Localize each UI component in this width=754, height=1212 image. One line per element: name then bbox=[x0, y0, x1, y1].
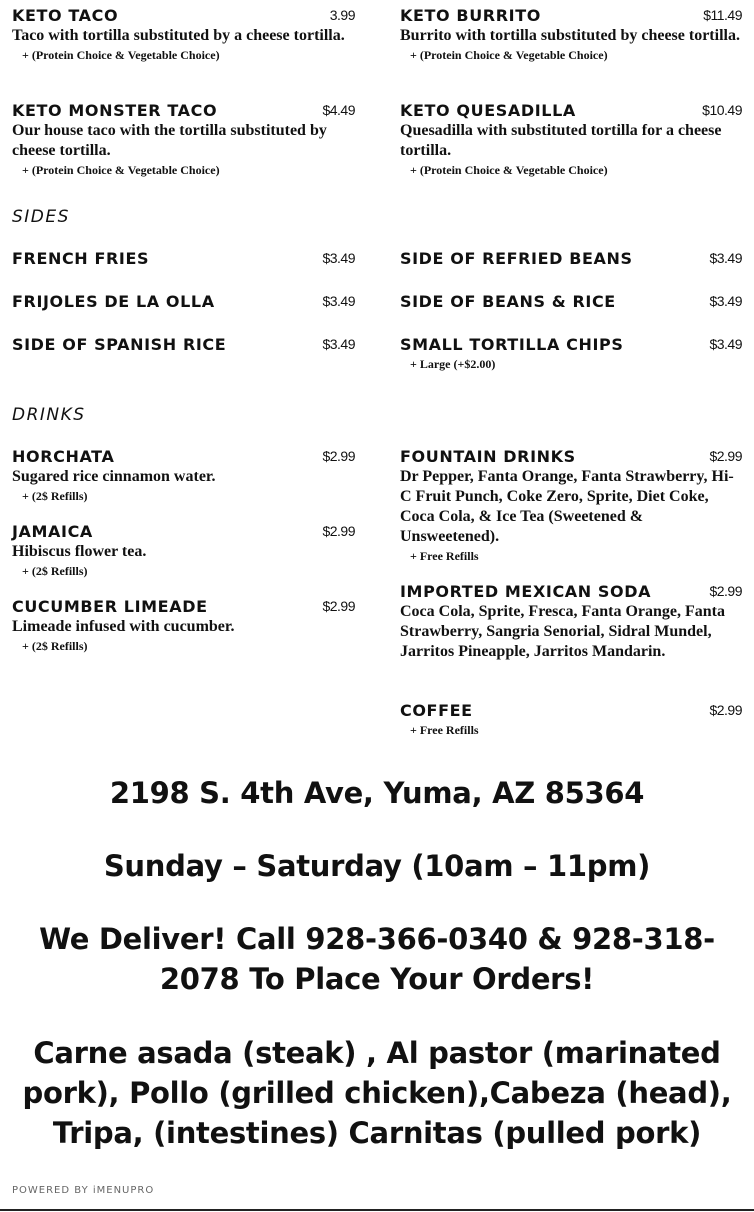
opening-hours: Sunday – Saturday (10am – 11pm) bbox=[103, 849, 651, 883]
menu-item-french-fries[interactable] bbox=[12, 249, 355, 269]
menu-item-side-spanish-rice[interactable] bbox=[12, 335, 355, 355]
item-name: JAMAICA bbox=[12, 522, 93, 541]
menu-item-cucumber-limeade[interactable] bbox=[12, 597, 355, 655]
item-name: KETO MONSTER TACO bbox=[12, 101, 218, 120]
item-name: HORCHATA bbox=[12, 447, 115, 466]
menu-item-side-beans-rice[interactable] bbox=[400, 292, 742, 312]
item-name: SIDE OF BEANS & RICE bbox=[400, 292, 616, 311]
item-name: SMALL TORTILLA CHIPS bbox=[400, 335, 624, 354]
item-option: + (Protein Choice & Vegetable Choice) bbox=[22, 48, 220, 62]
restaurant-address: 2198 S. 4th Ave, Yuma, AZ 85364 bbox=[109, 776, 645, 810]
meat-options: Carne asada (steak) , Al pastor (marinated pork), Pollo (grilled chicken),Cabeza (head), Tripa, (intestines) Carnitas (pulled pork) bbox=[22, 1036, 732, 1150]
item-description: Sugared rice cinnamon water. bbox=[12, 468, 216, 485]
item-price: $2.99 bbox=[322, 448, 355, 464]
item-option: + (2$ Refills) bbox=[22, 564, 88, 578]
item-price: $11.49 bbox=[703, 7, 742, 23]
item-price: $2.99 bbox=[709, 583, 742, 599]
item-option: + Free Refills bbox=[410, 549, 479, 563]
item-name: FRIJOLES DE LA OLLA bbox=[12, 292, 215, 311]
item-description: Coca Cola, Sprite, Fresca, Fanta Orange, Fanta Strawberry, Sangria Senorial, Sidral Mundel, Jarritos Pineapple, Jarritos Mandarin. bbox=[400, 603, 725, 660]
menu-item-keto-burrito[interactable] bbox=[400, 6, 742, 64]
item-price: $4.49 bbox=[322, 102, 355, 118]
item-option: + (2$ Refills) bbox=[22, 639, 88, 653]
menu-item-jamaica[interactable] bbox=[12, 522, 355, 580]
item-name: KETO QUESADILLA bbox=[400, 101, 576, 120]
menu-item-small-tortilla-chips[interactable] bbox=[400, 335, 742, 373]
item-option: + (Protein Choice & Vegetable Choice) bbox=[410, 163, 608, 177]
menu-item-keto-quesadilla[interactable] bbox=[400, 101, 742, 179]
section-title-sides: SIDES bbox=[12, 207, 70, 227]
item-option: + Large (+$2.00) bbox=[410, 357, 496, 371]
bottom-divider bbox=[0, 1209, 754, 1211]
menu-item-imported-mexican-soda[interactable] bbox=[400, 582, 742, 662]
section-title-drinks: DRINKS bbox=[12, 405, 86, 425]
item-name: KETO BURRITO bbox=[400, 6, 541, 25]
item-price: $2.99 bbox=[322, 598, 355, 614]
item-name: IMPORTED MEXICAN SODA bbox=[400, 582, 652, 601]
item-price: $2.99 bbox=[709, 702, 742, 718]
powered-by-link[interactable]: POWERED BY iMENUPRO bbox=[12, 1185, 155, 1196]
menu-item-keto-monster-taco[interactable] bbox=[12, 101, 355, 179]
item-price: $3.49 bbox=[709, 250, 742, 266]
item-description: Limeade infused with cucumber. bbox=[12, 618, 235, 635]
item-description: Hibiscus flower tea. bbox=[12, 543, 147, 560]
item-name: SIDE OF SPANISH RICE bbox=[12, 335, 227, 354]
item-name: FRENCH FRIES bbox=[12, 249, 150, 268]
item-price: $3.49 bbox=[322, 293, 355, 309]
item-option: + (Protein Choice & Vegetable Choice) bbox=[410, 48, 608, 62]
delivery-notice: We Deliver! Call 928-366-0340 & 928-318-2078 To Place Your Orders! bbox=[39, 922, 715, 996]
item-option: + (Protein Choice & Vegetable Choice) bbox=[22, 163, 220, 177]
item-price: $10.49 bbox=[702, 102, 742, 118]
item-option: + (2$ Refills) bbox=[22, 489, 88, 503]
item-description: Taco with tortilla substituted by a cheese tortilla. bbox=[12, 27, 345, 44]
item-name: COFFEE bbox=[400, 701, 473, 720]
item-price: $3.49 bbox=[709, 293, 742, 309]
item-name: CUCUMBER LIMEADE bbox=[12, 597, 208, 616]
item-description: Dr Pepper, Fanta Orange, Fanta Strawberry, Hi-C Fruit Punch, Coke Zero, Sprite, Diet Coke, Coca Cola, & Ice Tea (Sweetened & Unsweetened). bbox=[400, 468, 734, 545]
item-price: $2.99 bbox=[709, 448, 742, 464]
item-description: Our house taco with the tortilla substituted by cheese tortilla. bbox=[12, 122, 327, 159]
menu-item-fountain-drinks[interactable] bbox=[400, 447, 742, 565]
item-price: 3.99 bbox=[329, 7, 355, 23]
item-price: $3.49 bbox=[709, 336, 742, 352]
item-name: SIDE OF REFRIED BEANS bbox=[400, 249, 633, 268]
item-price: $3.49 bbox=[322, 250, 355, 266]
menu-item-keto-taco[interactable] bbox=[12, 6, 355, 64]
item-price: $3.49 bbox=[322, 336, 355, 352]
item-price: $2.99 bbox=[322, 523, 355, 539]
menu-item-frijoles-de-la-olla[interactable] bbox=[12, 292, 355, 312]
menu-item-side-refried-beans[interactable] bbox=[400, 249, 742, 269]
item-name: KETO TACO bbox=[12, 6, 119, 25]
item-description: Quesadilla with substituted tortilla for a cheese tortilla. bbox=[400, 122, 722, 159]
menu-item-horchata[interactable] bbox=[12, 447, 355, 505]
menu-item-coffee[interactable] bbox=[400, 701, 742, 739]
item-option: + Free Refills bbox=[410, 723, 479, 737]
item-description: Burrito with tortilla substituted by cheese tortilla. bbox=[400, 27, 740, 44]
item-name: FOUNTAIN DRINKS bbox=[400, 447, 576, 466]
